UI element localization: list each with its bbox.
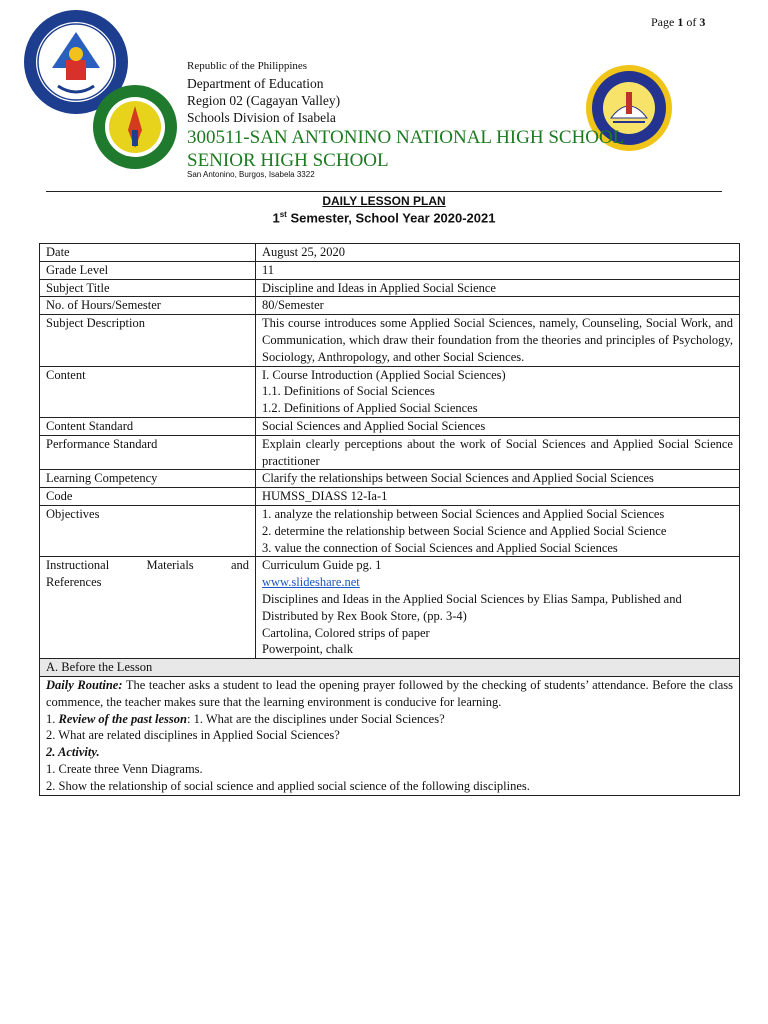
objective-item: 3. value the connection of Social Sciences and Applied Social Sciences	[262, 540, 618, 555]
deped-line: Schools Division of Isabela	[187, 110, 336, 125]
page-number	[651, 15, 705, 30]
document-title: DAILY LESSON PLAN	[322, 194, 446, 208]
activity-label	[46, 744, 733, 761]
activity-item: 1. Create three Venn Diagrams.	[46, 761, 203, 776]
content-line: 1.1. Definitions of Social Sciences	[262, 384, 435, 399]
school-name-line1: 300511-SAN ANTONINO NATIONAL HIGH SCHOOL	[187, 127, 625, 148]
review-line	[46, 711, 733, 728]
review-label: Review of the past lesson	[58, 711, 187, 726]
table-row	[40, 244, 740, 262]
row-label: Performance Standard	[40, 435, 256, 470]
lesson-plan-table	[39, 243, 740, 796]
material-line: Cartolina, Colored strips of paper	[262, 625, 430, 640]
routine-text: The teacher asks a student to lead the opening prayer followed by the checking of students’ attendance. Before the class commence, the teacher makes sure that the learning environment is conducive for learning.	[46, 677, 733, 709]
slideshare-link[interactable]: www.slideshare.net	[262, 575, 360, 590]
row-value	[256, 557, 740, 659]
content-line: 1.2. Definitions of Applied Social Sciences	[262, 401, 478, 416]
row-label: Subject Description	[40, 315, 256, 366]
row-value: Explain clearly perceptions about the work of Social Sciences and Applied Social Science practitioner	[256, 435, 740, 470]
materials-label-line1	[46, 557, 249, 574]
deped-line: Department of Education	[187, 76, 324, 91]
table-row	[40, 366, 740, 417]
routine-label: Daily Routine:	[46, 677, 123, 692]
table-row	[40, 505, 740, 556]
table-row	[40, 261, 740, 279]
section-heading-row	[40, 659, 740, 677]
row-value: HUMSS_DIASS 12-Ia-1	[256, 488, 740, 506]
row-value: Discipline and Ideas in Applied Social Science	[256, 279, 740, 297]
content-line: I. Course Introduction (Applied Social Sciences)	[262, 367, 506, 382]
page-label: Page	[651, 15, 675, 29]
table-row	[40, 470, 740, 488]
row-label	[40, 557, 256, 659]
label-word: Materials	[146, 558, 194, 573]
row-label: Date	[40, 244, 256, 262]
before-lesson-body	[40, 676, 740, 795]
label-word: References	[46, 575, 102, 590]
row-value	[256, 366, 740, 417]
label-word: and	[230, 558, 249, 573]
review-q2: 2. What are related disciplines in Applied Social Sciences?	[46, 728, 340, 743]
material-line: Powerpoint, chalk	[262, 642, 353, 657]
label-word: Instructional	[46, 558, 110, 573]
row-label: Subject Title	[40, 279, 256, 297]
review-text: : 1. What are the disciplines under Social Sciences?	[186, 711, 445, 726]
school-name	[187, 126, 624, 172]
material-line: Curriculum Guide pg. 1	[262, 558, 382, 573]
row-value	[256, 505, 740, 556]
semester-num: 1	[272, 210, 280, 226]
page-current: 1	[677, 15, 684, 29]
semester-rest: Semester, School Year 2020-2021	[286, 210, 496, 226]
header-divider	[46, 191, 722, 192]
row-label: Content	[40, 366, 256, 417]
activity-item: 2. Show the relationship of social science and applied social science of the following disciplines.	[46, 778, 530, 793]
section-heading: A. Before the Lesson	[40, 659, 740, 677]
row-value: Social Sciences and Applied Social Sciences	[256, 417, 740, 435]
row-label: No. of Hours/Semester	[40, 297, 256, 315]
page-of: of	[686, 15, 697, 29]
activity-label-text: 2. Activity.	[46, 745, 100, 760]
row-value: Clarify the relationships between Social Sciences and Applied Social Sciences	[256, 470, 740, 488]
row-label: Objectives	[40, 505, 256, 556]
table-row	[40, 417, 740, 435]
deped-lines	[187, 75, 340, 126]
table-row	[40, 279, 740, 297]
before-lesson-row	[40, 676, 740, 795]
table-row	[40, 488, 740, 506]
row-value: 11	[256, 261, 740, 279]
semester-sup: st	[279, 210, 287, 219]
table-row	[40, 557, 740, 659]
school-address: San Antonino, Burgos, Isabela 3322	[187, 170, 315, 179]
table-row	[40, 315, 740, 366]
semester-line	[0, 210, 768, 225]
table-row	[40, 297, 740, 315]
material-line: Disciplines and Ideas in the Applied Social Sciences by Elias Sampa, Published and Distributed by Rex Book Store, (pp. 3-4)	[262, 591, 682, 623]
objective-item: 1. analyze the relationship between Social Sciences and Applied Social Sciences	[262, 506, 665, 521]
page-total: 3	[699, 15, 706, 29]
row-label: Learning Competency	[40, 470, 256, 488]
row-value: This course introduces some Applied Social Sciences, namely, Counseling, Social Work, and Communication, which draw their foundation from the theories and principles of Psychology, Sociology, Anthropology, and other Social Sciences.	[256, 315, 740, 366]
republic-text: Republic of the Philippines	[187, 60, 308, 72]
deped-line: Region 02 (Cagayan Valley)	[187, 93, 341, 108]
row-value: August 25, 2020	[256, 244, 740, 262]
table-row	[40, 435, 740, 470]
row-value: 80/Semester	[256, 297, 740, 315]
school-name-line2: SENIOR HIGH SCHOOL	[187, 150, 389, 171]
review-num: 1.	[46, 711, 59, 726]
row-label: Content Standard	[40, 417, 256, 435]
daily-routine	[46, 677, 733, 711]
division-seal-icon	[92, 84, 178, 170]
row-label: Grade Level	[40, 261, 256, 279]
objective-item: 2. determine the relationship between Social Science and Applied Social Science	[262, 523, 667, 538]
row-label: Code	[40, 488, 256, 506]
